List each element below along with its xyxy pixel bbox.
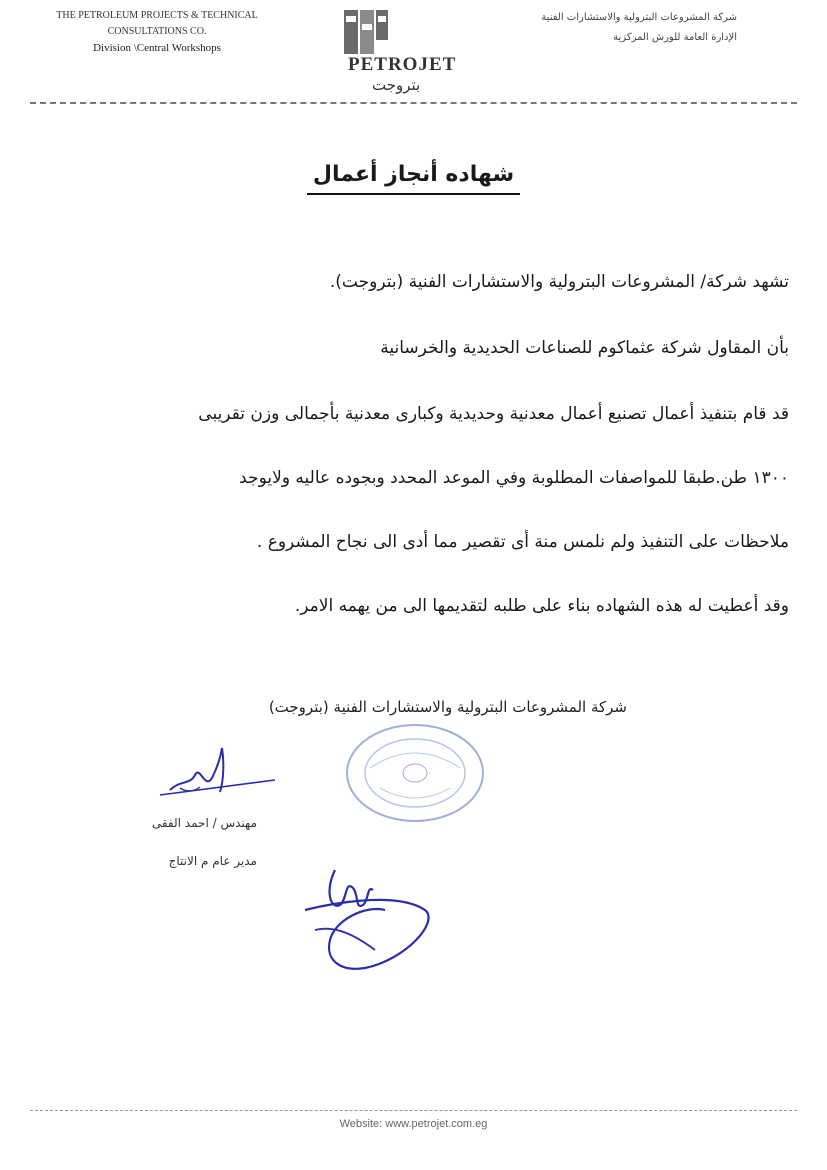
header-ar-line1: شركة المشروعات البترولية والاستشارات الفنية xyxy=(541,12,737,23)
logo-text-ar: بتروجت xyxy=(372,76,421,94)
header-arabic xyxy=(507,8,737,48)
header-en-line2: CONSULTATIONS CO. xyxy=(107,26,207,37)
logo-text-en: PETROJET xyxy=(348,54,457,75)
signature-1 xyxy=(150,740,280,810)
body-line-4: ١٣٠٠ طن.طبقا للمواصفات المطلوبة وفي الموعد المحدد وبجوده عاليه ولايوجد xyxy=(239,468,789,488)
company-stamp xyxy=(340,718,490,828)
body-line-1: تشهد شركة/ المشروعات البترولية والاستشارات الفنية (بتروجت). xyxy=(329,272,789,292)
title-text: شهاده أنجاز أعمال xyxy=(307,162,520,195)
footer-divider xyxy=(30,1110,797,1111)
signer-name: مهندس / احمد الفقى xyxy=(151,816,257,830)
body-line-5: ملاحظات على التنفيذ ولم نلمس منة أى تقصير مما أدى الى نجاح المشروع . xyxy=(256,532,789,552)
body-line-3: قد قام بتنفيذ أعمال تصنيع أعمال معدنية وحديدية وكبارى معدنية بأجمالى وزن تقريبى xyxy=(198,404,789,424)
header-english xyxy=(22,8,292,56)
body-line-2: بأن المقاول شركة عثماكوم للصناعات الحديدية والخرسانية xyxy=(380,338,789,358)
body-line-6: وقد أعطيت له هذه الشهاده بناء على طلبه لتقديمها الى من يهمه الامر. xyxy=(294,596,789,616)
header-divider xyxy=(30,102,797,104)
signing-company: شركة المشروعات البترولية والاستشارات الفنية (بتروجت) xyxy=(268,698,627,716)
header-ar-line2: الإدارة العامة للورش المركزية xyxy=(613,32,737,43)
signature-2 xyxy=(285,850,445,980)
signer-title: مدير عام م الانتاج xyxy=(168,854,257,868)
footer-website: Website: www.petrojet.com.eg xyxy=(339,1118,488,1130)
header-en-line3: Division \Central Workshops xyxy=(93,42,221,54)
header-en-line1: THE PETROLEUM PROJECTS & TECHNICAL xyxy=(56,10,258,21)
document-title xyxy=(0,162,827,195)
